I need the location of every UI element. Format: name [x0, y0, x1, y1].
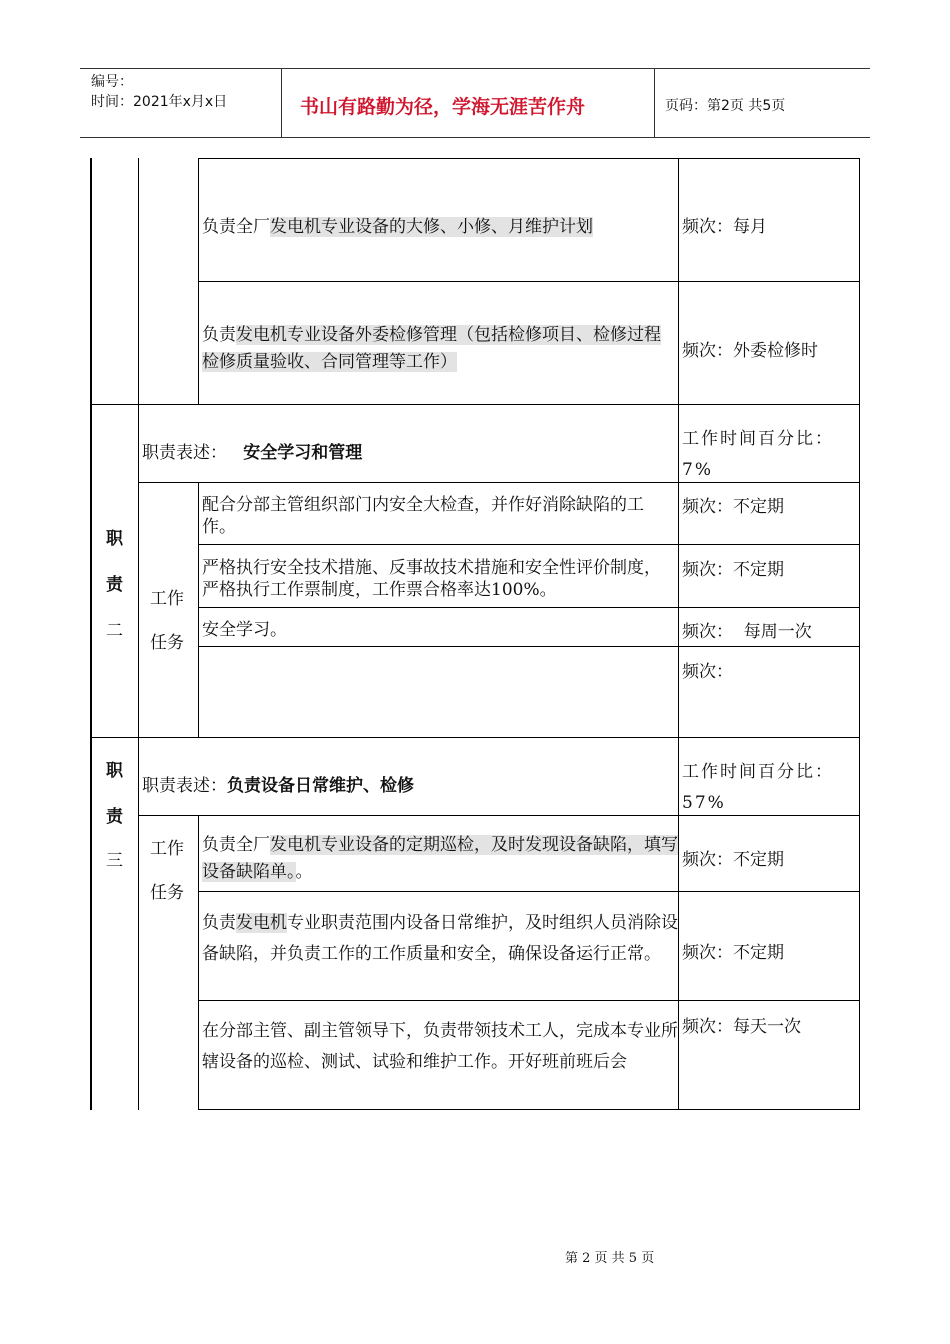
duty-label-char: 责 [106, 807, 123, 827]
task-label: 任务 [150, 883, 184, 903]
task-cell: 负责全厂发电机专业设备的大修、小修、月维护计划 [202, 217, 593, 237]
task-cell: 严格执行安全技术措施、反事故技术措施和安全性评价制度，严格执行工作票制度，工作票合格率达100%。 [202, 558, 661, 601]
duty-label-char: 职 [106, 529, 123, 549]
task-label: 任务 [150, 633, 184, 653]
task-cell: 配合分部主管组织部门内安全大检查，并作好消除缺陷的工作。 [202, 495, 644, 538]
task-label: 工作 [150, 839, 184, 859]
task-cell: 负责发电机专业职责范围内设备日常维护，及时组织人员消除设备缺陷，并负责工作的工作质量和安全，确保设备运行正常。 [202, 913, 678, 965]
freq-cell: 频次：不定期 [682, 560, 784, 580]
freq-cell: 频次： [682, 662, 733, 682]
task-cell: 负责全厂发电机专业设备的定期巡检，及时发现设备缺陷，填写设备缺陷单。。 [202, 835, 678, 883]
freq-cell: 频次：每月 [682, 217, 767, 237]
page-label: 页码：第2页 共5页 [665, 98, 786, 114]
page-footer: 第 2 页 共 5 页 [565, 1251, 655, 1266]
task-label: 工作 [150, 589, 184, 609]
duty-label-char: 职 [106, 761, 123, 781]
serial-label: 编号： [91, 74, 133, 90]
time-percentage: 工作时间百分比：7% [682, 429, 834, 481]
duty-desc: 职责表述： 安全学习和管理 [142, 443, 363, 463]
freq-cell: 频次：不定期 [682, 943, 784, 963]
motto: 书山有路勤为径，学海无涯苦作舟 [300, 96, 586, 118]
freq-cell: 频次：每天一次 [682, 1017, 801, 1037]
time-percentage: 工作时间百分比：57% [682, 762, 834, 814]
duty-label-char: 责 [106, 575, 123, 595]
duty-label-char: 三 [106, 851, 123, 871]
freq-cell: 频次： 每周一次 [682, 622, 812, 642]
duty-desc: 职责表述：负责设备日常维护、检修 [142, 776, 414, 796]
task-cell: 在分部主管、副主管领导下，负责带领技术工人，完成本专业所辖设备的巡检、测试、试验和维护工作。开好班前班后会 [202, 1021, 678, 1073]
task-cell: 负责发电机专业设备外委检修管理（包括检修项目、检修过程检修质量验收、合同管理等工作） [202, 325, 661, 373]
freq-cell: 频次：不定期 [682, 497, 784, 517]
task-cell: 安全学习。 [202, 620, 287, 640]
freq-cell: 频次：不定期 [682, 850, 784, 870]
duty-label-char: 二 [106, 621, 123, 641]
date-label: 时间：2021年x月x日 [91, 94, 228, 110]
freq-cell: 频次：外委检修时 [682, 341, 818, 361]
